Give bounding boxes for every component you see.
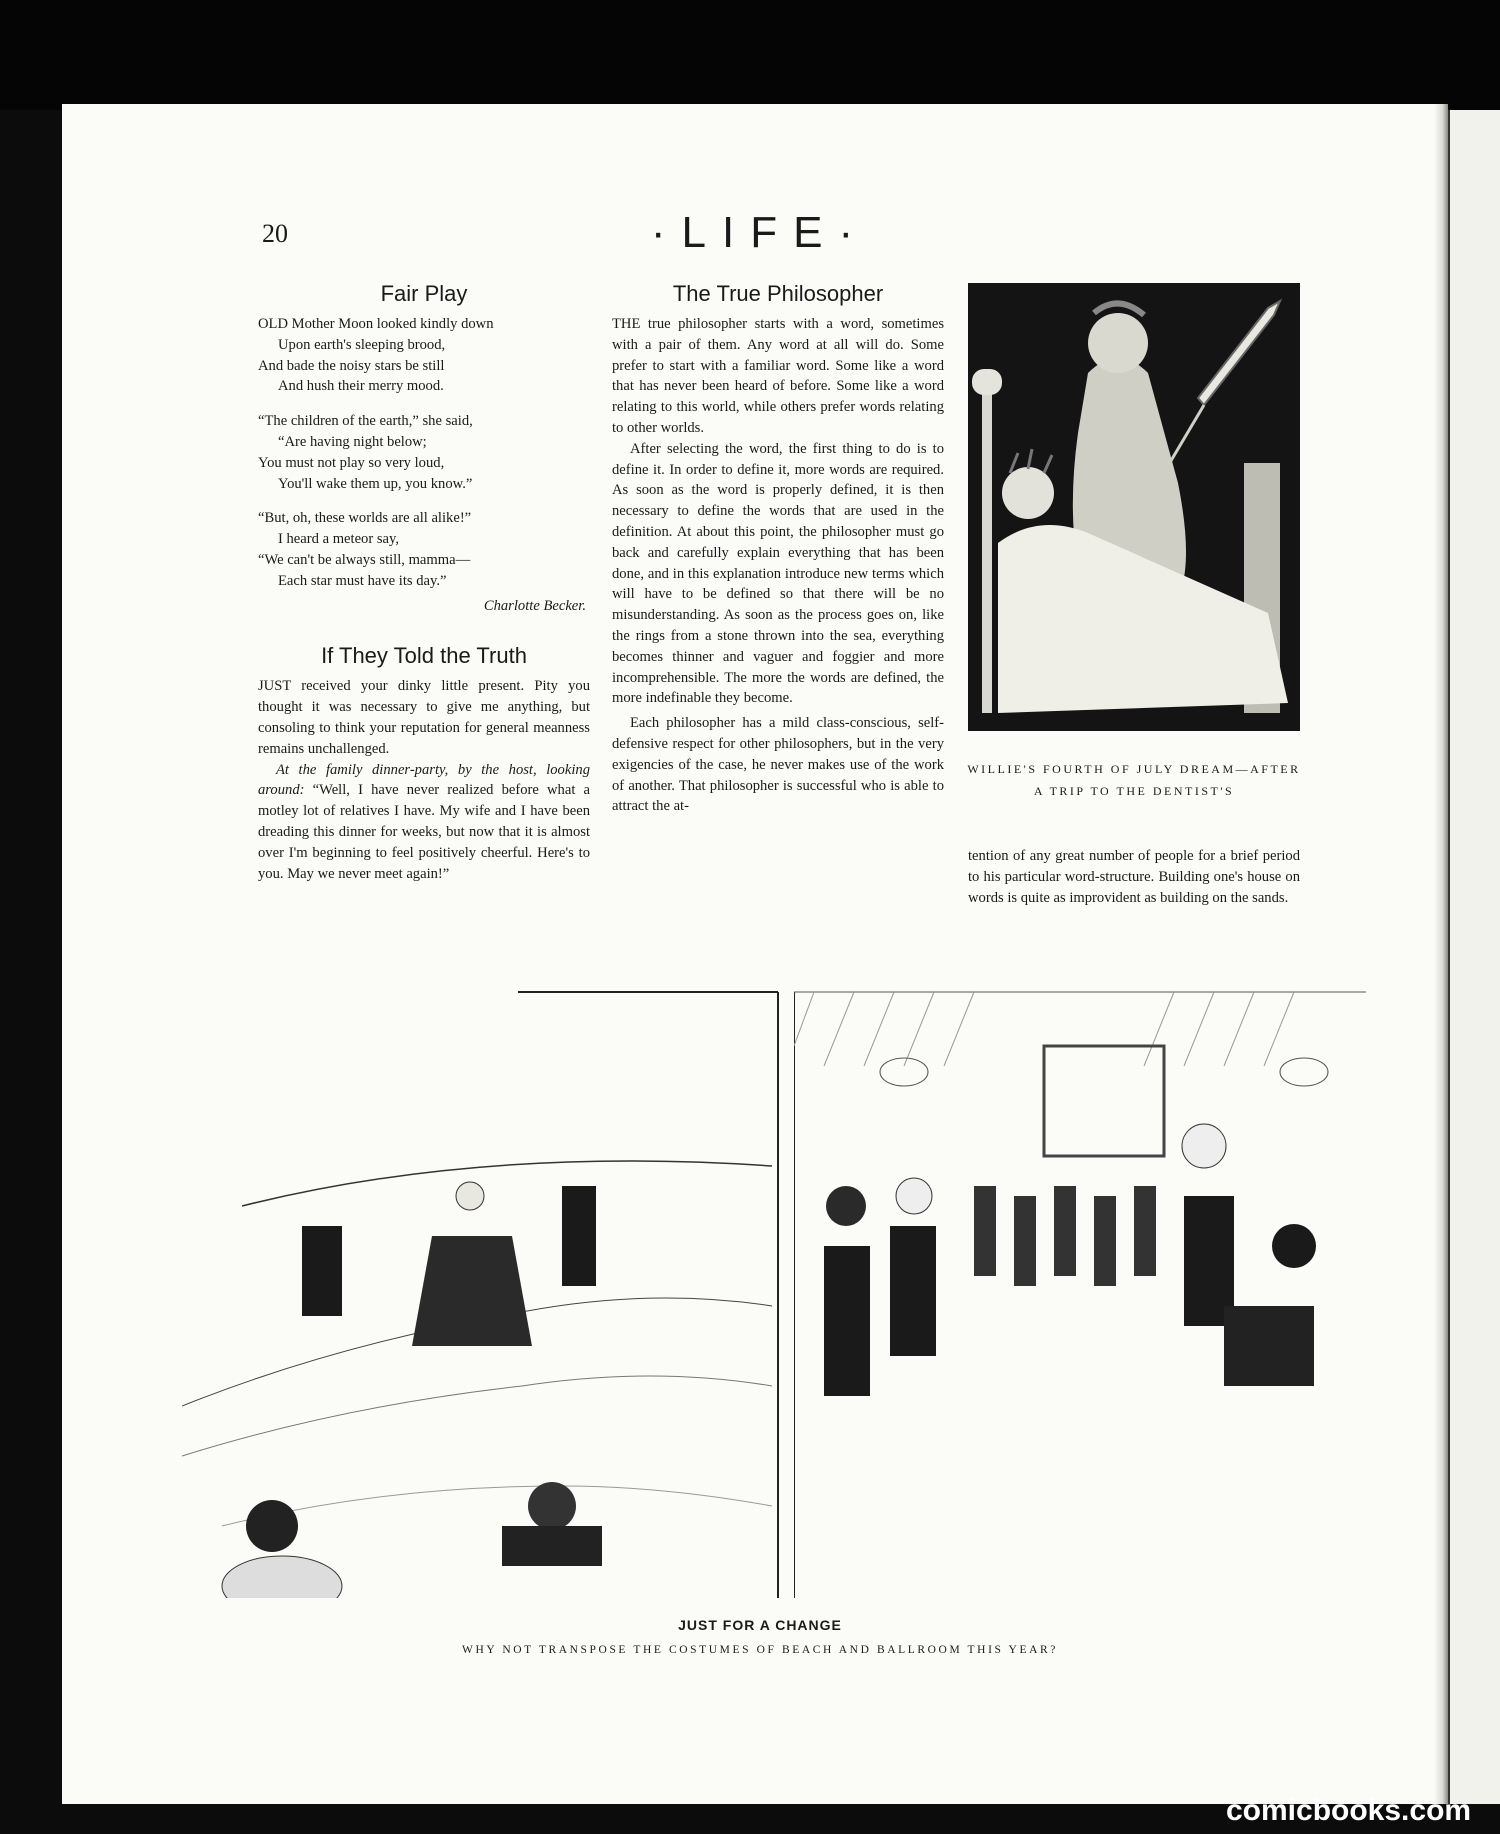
philosopher-paragraph-1: THE true philosopher starts with a word, sometimes with a pair of them. Any word at all will do. Some prefer to start with a familiar word. Some like a word that has never been heard of before. Some like a word relating to this world, while others prefer words relating to other worlds. (612, 316, 944, 436)
poem-line: “We can't be always still, mamma— (258, 551, 471, 568)
page-number: 20 (262, 219, 288, 248)
poem-stanza-2 (258, 411, 590, 494)
ballroom-scene-illustration (794, 986, 1366, 1598)
column-middle (612, 280, 944, 817)
poem-line: “Are having night below; (278, 433, 427, 450)
willie-dream-illustration (968, 283, 1300, 731)
bottom-caption-title: JUST FOR A CHANGE (678, 1617, 842, 1633)
next-page-edge (1448, 110, 1500, 1804)
truth-paragraph-1: JUST received your dinky little present. Pity you thought it was necessary to give me anything, but consoling to think your reputation for general meanness remains unchallenged. (258, 678, 590, 757)
beach-scene-illustration (182, 986, 782, 1598)
column-left (258, 280, 590, 884)
poem-stanza-3 (258, 508, 590, 591)
poem-line: Upon earth's sleeping brood, (278, 336, 446, 353)
willie-caption-line-2: A TRIP TO THE DENTIST'S (1033, 784, 1235, 798)
poem-line: “The children of the earth,” she said, (258, 413, 473, 430)
bottom-caption-subtitle: WHY NOT TRANSPOSE THE COSTUMES OF BEACH AND BALLROOM THIS YEAR? (462, 1644, 1058, 1656)
willie-caption-line-1: WILLIE'S FOURTH OF JULY DREAM—AFTER (967, 762, 1301, 776)
poem-line: “But, oh, these worlds are all alike!” (258, 510, 472, 527)
philosopher-continued: tention of any great number of people for a brief period to his particular word-structure. Building one's house on words is quite as improvident as building on the sands. (968, 848, 1300, 906)
masthead: ·LIFE· (650, 208, 870, 257)
poem-line: You'll wake them up, you know.” (278, 475, 473, 492)
poem-line: And hush their merry mood. (278, 378, 444, 395)
beach-scene-drawing (182, 986, 782, 1598)
truth-title: If They Told the Truth (321, 643, 527, 669)
ballroom-scene-drawing (794, 986, 1366, 1598)
poem-stanza-1 (258, 314, 590, 397)
philosopher-paragraph-3: Each philosopher has a mild class-conscious, self-defensive respect for other philosophers, but in the very exigencies of the case, he never makes use of the work of another. That philosopher is successful who is able to attract the at- (612, 715, 944, 815)
poem-line: And bade the noisy stars be still (258, 357, 445, 374)
watermark: comicbooks.com (1226, 1794, 1472, 1827)
poem-line: Each star must have its day.” (278, 572, 447, 589)
truth-quote: “Well, I have never realized before what a motley lot of relatives I have. My wife and I have been dreading this dinner for weeks, but now that it is almost over I'm beginning to feel positively cheerful. Here's to you. May we never meet again!” (258, 782, 590, 882)
willie-dream-drawing (968, 283, 1300, 731)
philosopher-paragraph-2: After selecting the word, the first thing to do is to define it. In order to define it, more words are required. As soon as the word is properly defined, it is then necessary to define the words that are used in the definition. At about this point, the philosopher must go back and carefully explain everything that has been done, and in this explanation introduce new terms which will have to be defined so that there will be no misunderstanding. As soon as the process goes on, like the rings from a stone thrown into the sea, everything becomes thinner and vaguer and foggier and more incomprehensible. The more the words are defined, the more indefinable they become. (612, 440, 944, 707)
philosopher-title: The True Philosopher (672, 281, 884, 306)
poem-line: I heard a meteor say, (278, 531, 400, 548)
poem-line: OLD Mother Moon looked kindly down (258, 316, 494, 332)
truth-paragraph-2 (258, 760, 590, 885)
poem-line: You must not play so very loud, (258, 454, 445, 471)
page-gutter-shadow (1434, 104, 1448, 1804)
poem-author: Charlotte Becker. (483, 597, 586, 614)
scan-border-top (0, 0, 1500, 110)
fair-play-title: Fair Play (380, 281, 468, 306)
truth-italic-lead: At the family dinner-party, by the host, looking around: (258, 761, 590, 799)
willie-caption (956, 758, 1312, 802)
